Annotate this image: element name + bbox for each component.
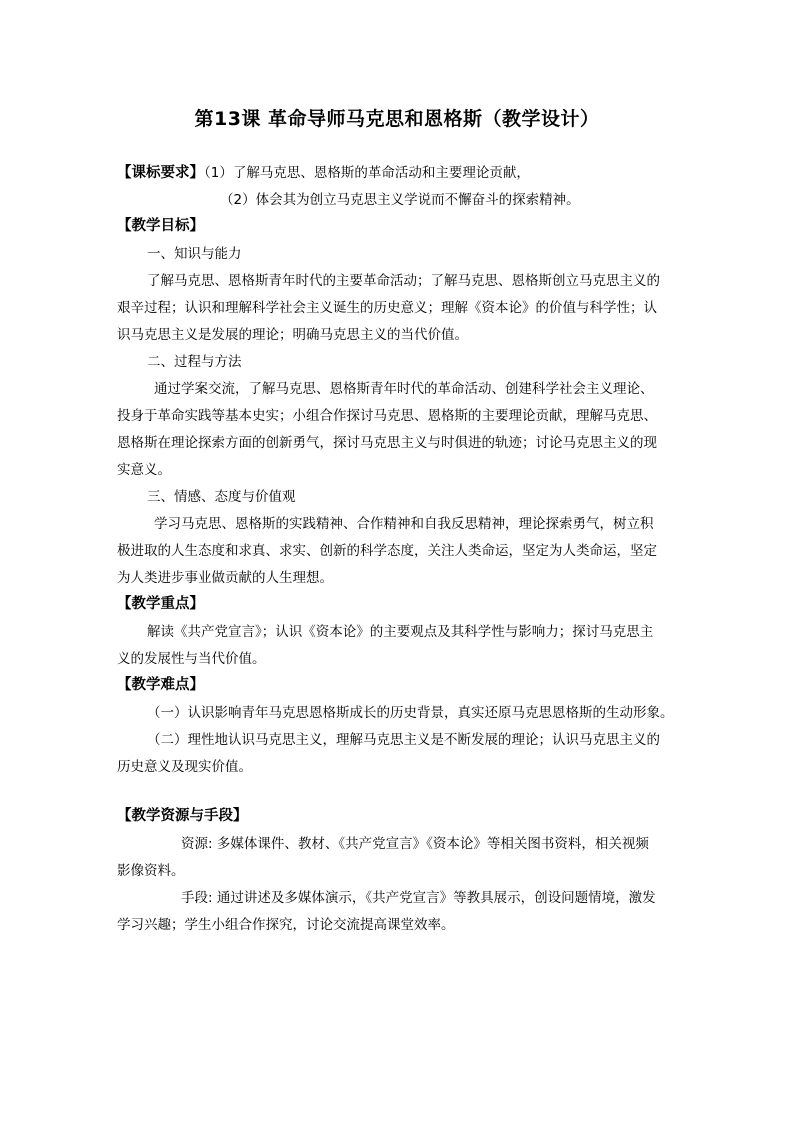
curriculum-heading: 【课标要求】 (117, 165, 204, 181)
paragraph-line: 投身于革命实践等基本史实；小组合作探讨马克思、恩格斯的主要理论贡献，理解马克思、 (117, 408, 657, 424)
document-title: 第13课 革命导师马克思和恩格斯（教学设计） (194, 108, 600, 130)
paragraph-line: 为人类进步事业做贡献的人生理想。 (117, 570, 333, 586)
paragraph-line: 手段: 通过讲述及多媒体演示，《共产党宣言》等教具展示，创设问题情境，激发 (181, 890, 656, 906)
curriculum-requirement-2: （2）体会其为创立马克思主义学说而不懈奋斗的探索精神。 (220, 192, 580, 208)
curriculum-section (117, 161, 530, 182)
paragraph-line: 影像资料。 (117, 863, 185, 879)
paragraph-line: 通过学案交流，了解马克思、恩格斯青年时代的革命活动、创建科学社会主义理论、 (154, 381, 654, 397)
paragraph-line: 历史意义及现实价值。 (117, 759, 252, 775)
objectives-heading: 【教学目标】 (117, 218, 204, 234)
paragraph-line: （二）理性地认识马克思主义，理解马克思主义是不断发展的理论；认识马克思主义的 (147, 732, 660, 748)
paragraph-line: 义的发展性与当代价值。 (117, 651, 266, 667)
paragraph-line: 资源: 多媒体课件、教材、《共产党宣言》《资本论》等相关图书资料，相关视频 (181, 836, 649, 852)
difficulties-heading: 【教学难点】 (117, 677, 204, 693)
objectives-subheading-process: 二、过程与方法 (147, 354, 242, 370)
paragraph-line: 极进取的人生态度和求真、求实、创新的科学态度，关注人类命运，坚定为人类命运，坚定 (117, 543, 657, 559)
paragraph-line: 恩格斯在理论探索方面的创新勇气，探讨马克思主义与时俱进的轨迹；讨论马克思主义的现 (117, 435, 657, 451)
paragraph-line: 艰辛过程；认识和理解科学社会主义诞生的历史意义；理解《资本论》的价值与科学性；认 (117, 300, 657, 316)
curriculum-requirement-1: （1）了解马克思、恩格斯的革命活动和主要理论贡献， (204, 165, 530, 181)
paragraph-line: 识马克思主义是发展的理论；明确马克思主义的当代价值。 (117, 327, 468, 343)
paragraph-line: 了解马克思、恩格斯青年时代的主要革命活动；了解马克思、恩格斯创立马克思主义的 (147, 273, 660, 289)
paragraph-line: 解读《共产党宣言》；认识《资本论》的主要观点及其科学性与影响力；探讨马克思主 (147, 624, 654, 640)
paragraph-line: （一）认识影响青年马克思恩格斯成长的历史背景，真实还原马克思恩格斯的生动形象。 (147, 705, 674, 721)
keypoints-heading: 【教学重点】 (117, 596, 204, 612)
paragraph-line: 学习兴趣；学生小组合作探究，讨论交流提高课堂效率。 (117, 917, 455, 933)
paragraph-line: 学习马克思、恩格斯的实践精神、合作精神和自我反思精神，理论探索勇气，树立积 (154, 516, 654, 532)
resources-heading: 【教学资源与手段】 (117, 808, 248, 824)
paragraph-line: 实意义。 (117, 462, 171, 478)
objectives-subheading-values: 三、情感、态度与价值观 (147, 489, 296, 505)
objectives-subheading-knowledge: 一、知识与能力 (147, 246, 242, 262)
